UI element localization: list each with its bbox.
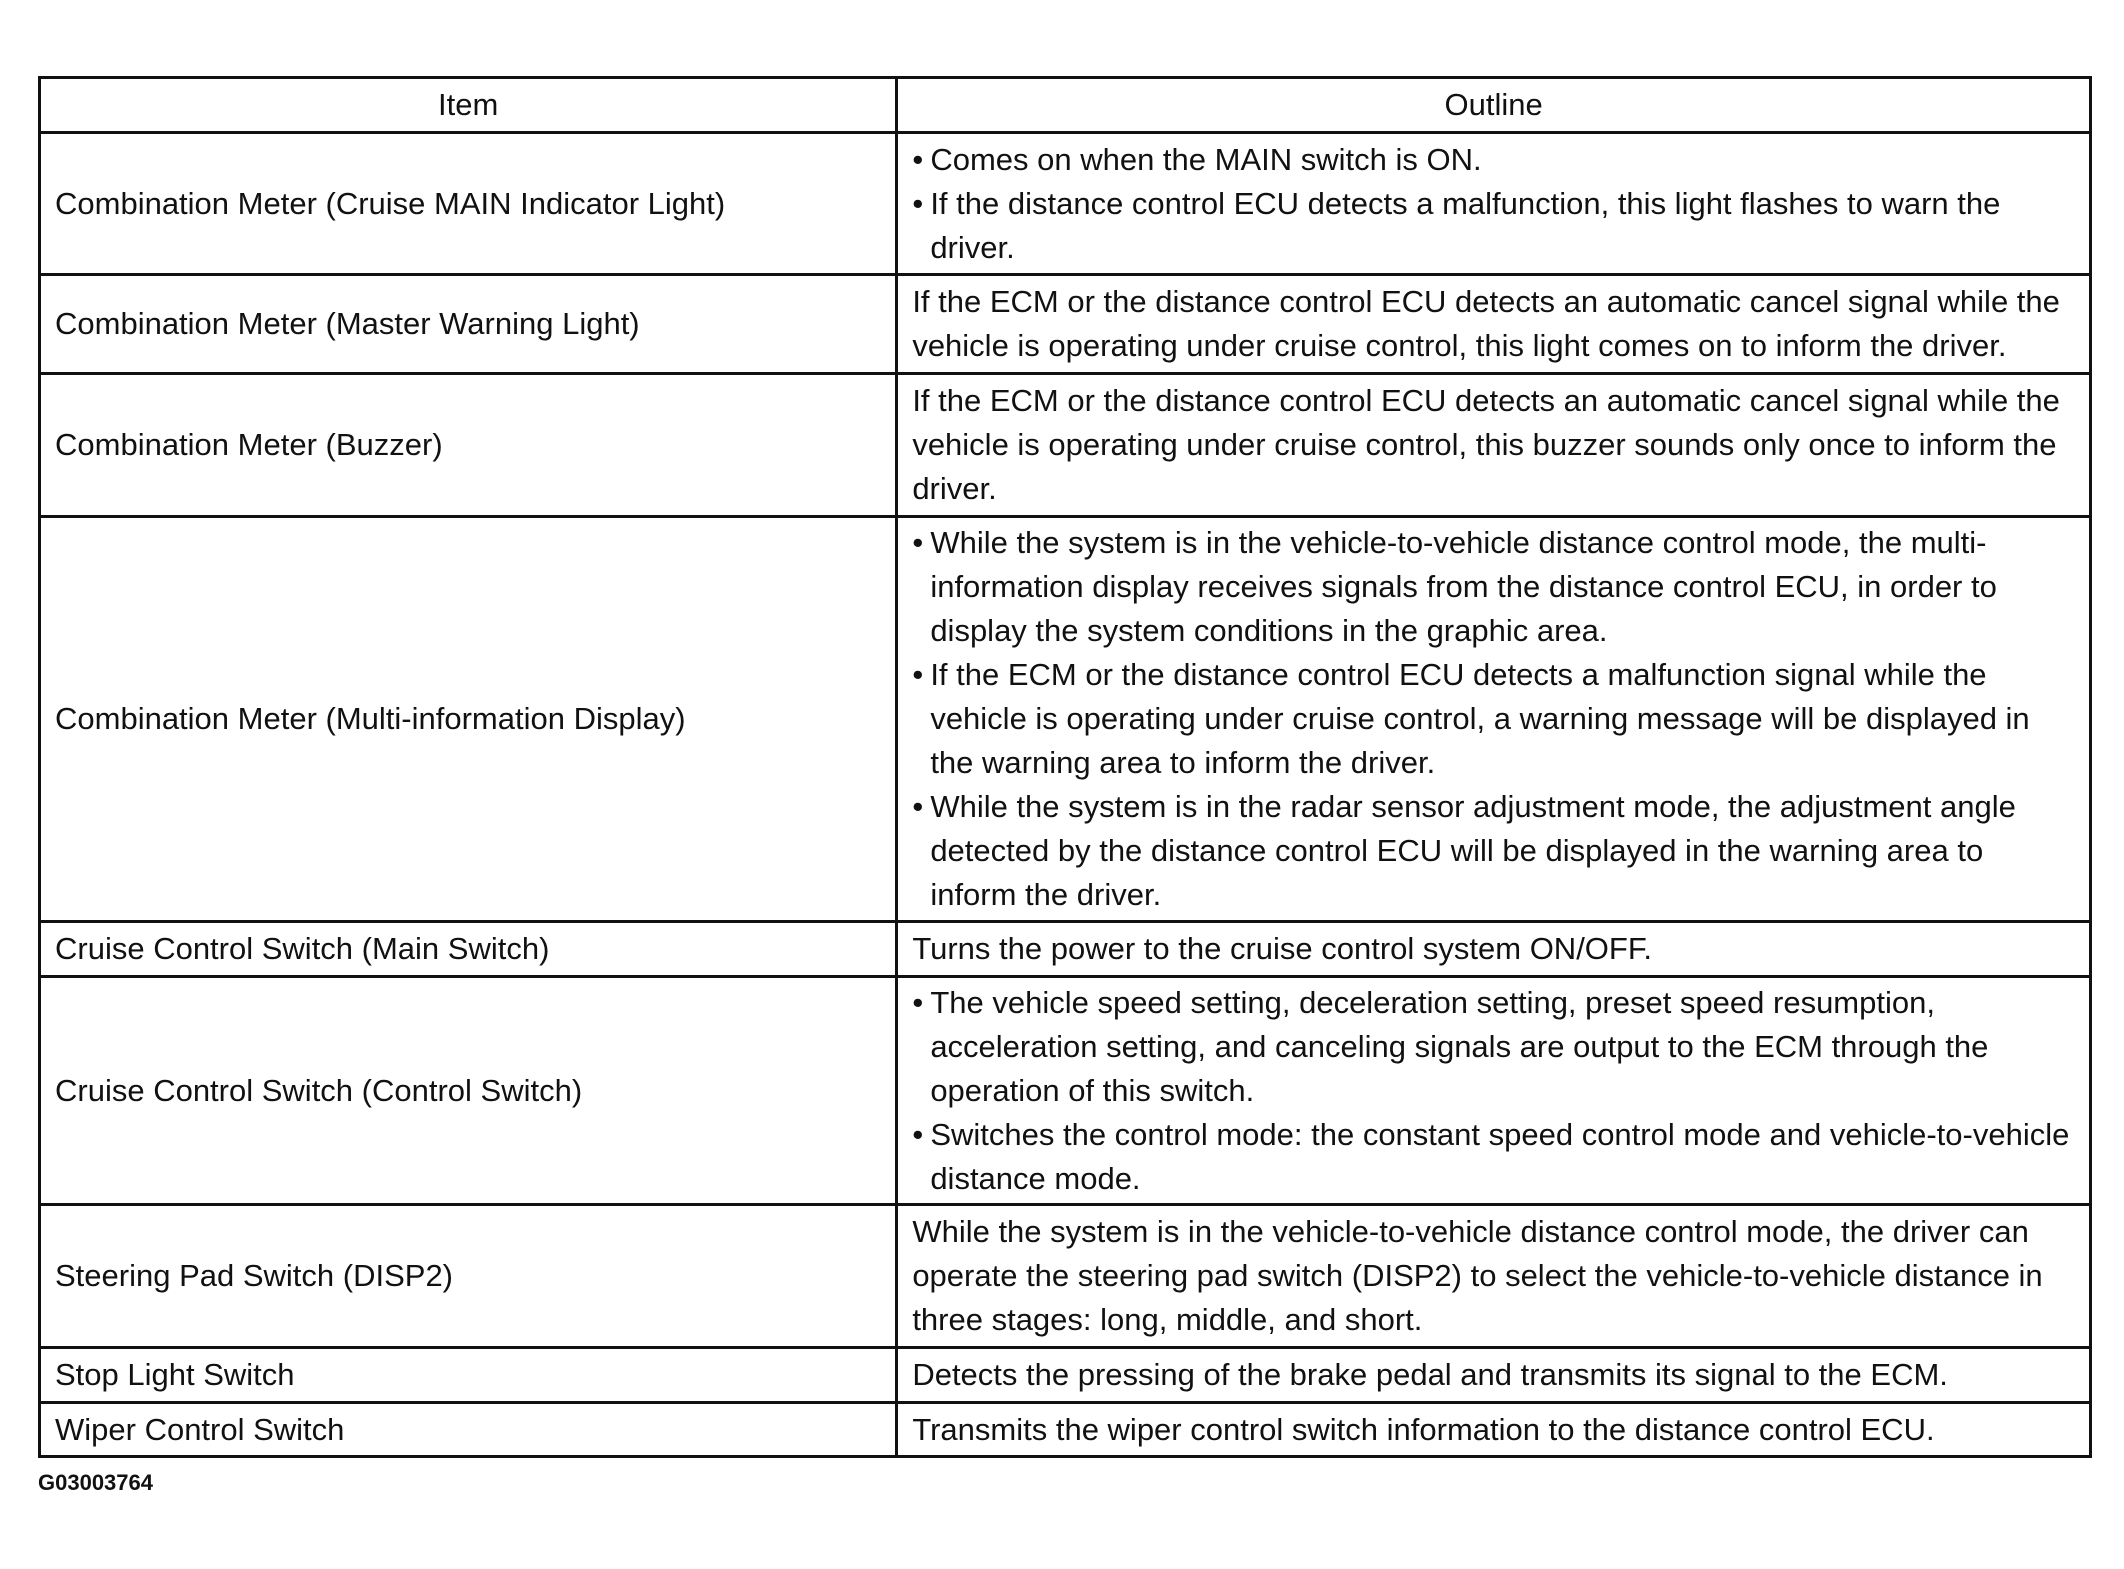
bullet-list	[912, 981, 2075, 1201]
header-outline: Outline	[897, 78, 2091, 133]
table-row	[40, 374, 2091, 517]
table-row	[40, 133, 2091, 275]
item-cell: Wiper Control Switch	[40, 1403, 897, 1457]
table-row	[40, 1403, 2091, 1457]
item-cell: Stop Light Switch	[40, 1348, 897, 1403]
table-row	[40, 517, 2091, 922]
outline-cell	[897, 133, 2091, 275]
item-cell: Combination Meter (Master Warning Light)	[40, 275, 897, 374]
bullet-item: • Comes on when the MAIN switch is ON.	[912, 138, 2075, 182]
outline-cell: Transmits the wiper control switch information to the distance control ECU.	[897, 1403, 2091, 1457]
outline-cell: Detects the pressing of the brake pedal and transmits its signal to the ECM.	[897, 1348, 2091, 1403]
table-row	[40, 922, 2091, 977]
bullet-item: • If the ECM or the distance control ECU detects a malfunction signal while the vehicle is operating under cruise control, a warning message will be displayed in the warning area to inform the driver.	[912, 653, 2075, 785]
outline-cell	[897, 517, 2091, 922]
table-row	[40, 1205, 2091, 1348]
component-outline-table	[38, 76, 2092, 1458]
bullet-item: • Switches the control mode: the constant speed control mode and vehicle-to-vehicle distance mode.	[912, 1113, 2075, 1201]
outline-cell: If the ECM or the distance control ECU detects an automatic cancel signal while the vehicle is operating under cruise control, this buzzer sounds only once to inform the driver.	[897, 374, 2091, 517]
header-item: Item	[40, 78, 897, 133]
figure-id: G03003764	[38, 1470, 153, 1495]
bullet-list	[912, 521, 2075, 917]
item-cell: Steering Pad Switch (DISP2)	[40, 1205, 897, 1348]
item-cell: Combination Meter (Multi-information Display)	[40, 517, 897, 922]
outline-cell	[897, 977, 2091, 1205]
table-row	[40, 1348, 2091, 1403]
bullet-item: • If the distance control ECU detects a malfunction, this light flashes to warn the driver.	[912, 182, 2075, 270]
outline-cell: Turns the power to the cruise control system ON/OFF.	[897, 922, 2091, 977]
bullet-item: • The vehicle speed setting, deceleration setting, preset speed resumption, acceleration setting, and canceling signals are output to the ECM through the operation of this switch.	[912, 981, 2075, 1113]
item-cell: Cruise Control Switch (Main Switch)	[40, 922, 897, 977]
table-row	[40, 977, 2091, 1205]
item-cell: Cruise Control Switch (Control Switch)	[40, 977, 897, 1205]
item-cell: Combination Meter (Buzzer)	[40, 374, 897, 517]
outline-cell: While the system is in the vehicle-to-vehicle distance control mode, the driver can operate the steering pad switch (DISP2) to select the vehicle-to-vehicle distance in three stages: long, middle, and short.	[897, 1205, 2091, 1348]
header-row	[40, 78, 2091, 133]
item-cell: Combination Meter (Cruise MAIN Indicator Light)	[40, 133, 897, 275]
table-row	[40, 275, 2091, 374]
outline-cell: If the ECM or the distance control ECU detects an automatic cancel signal while the vehicle is operating under cruise control, this light comes on to inform the driver.	[897, 275, 2091, 374]
bullet-item: • While the system is in the radar sensor adjustment mode, the adjustment angle detected by the distance control ECU will be displayed in the warning area to inform the driver.	[912, 785, 2075, 917]
bullet-item: • While the system is in the vehicle-to-vehicle distance control mode, the multi-information display receives signals from the distance control ECU, in order to display the system conditions in the graphic area.	[912, 521, 2075, 653]
bullet-list	[912, 138, 2075, 270]
